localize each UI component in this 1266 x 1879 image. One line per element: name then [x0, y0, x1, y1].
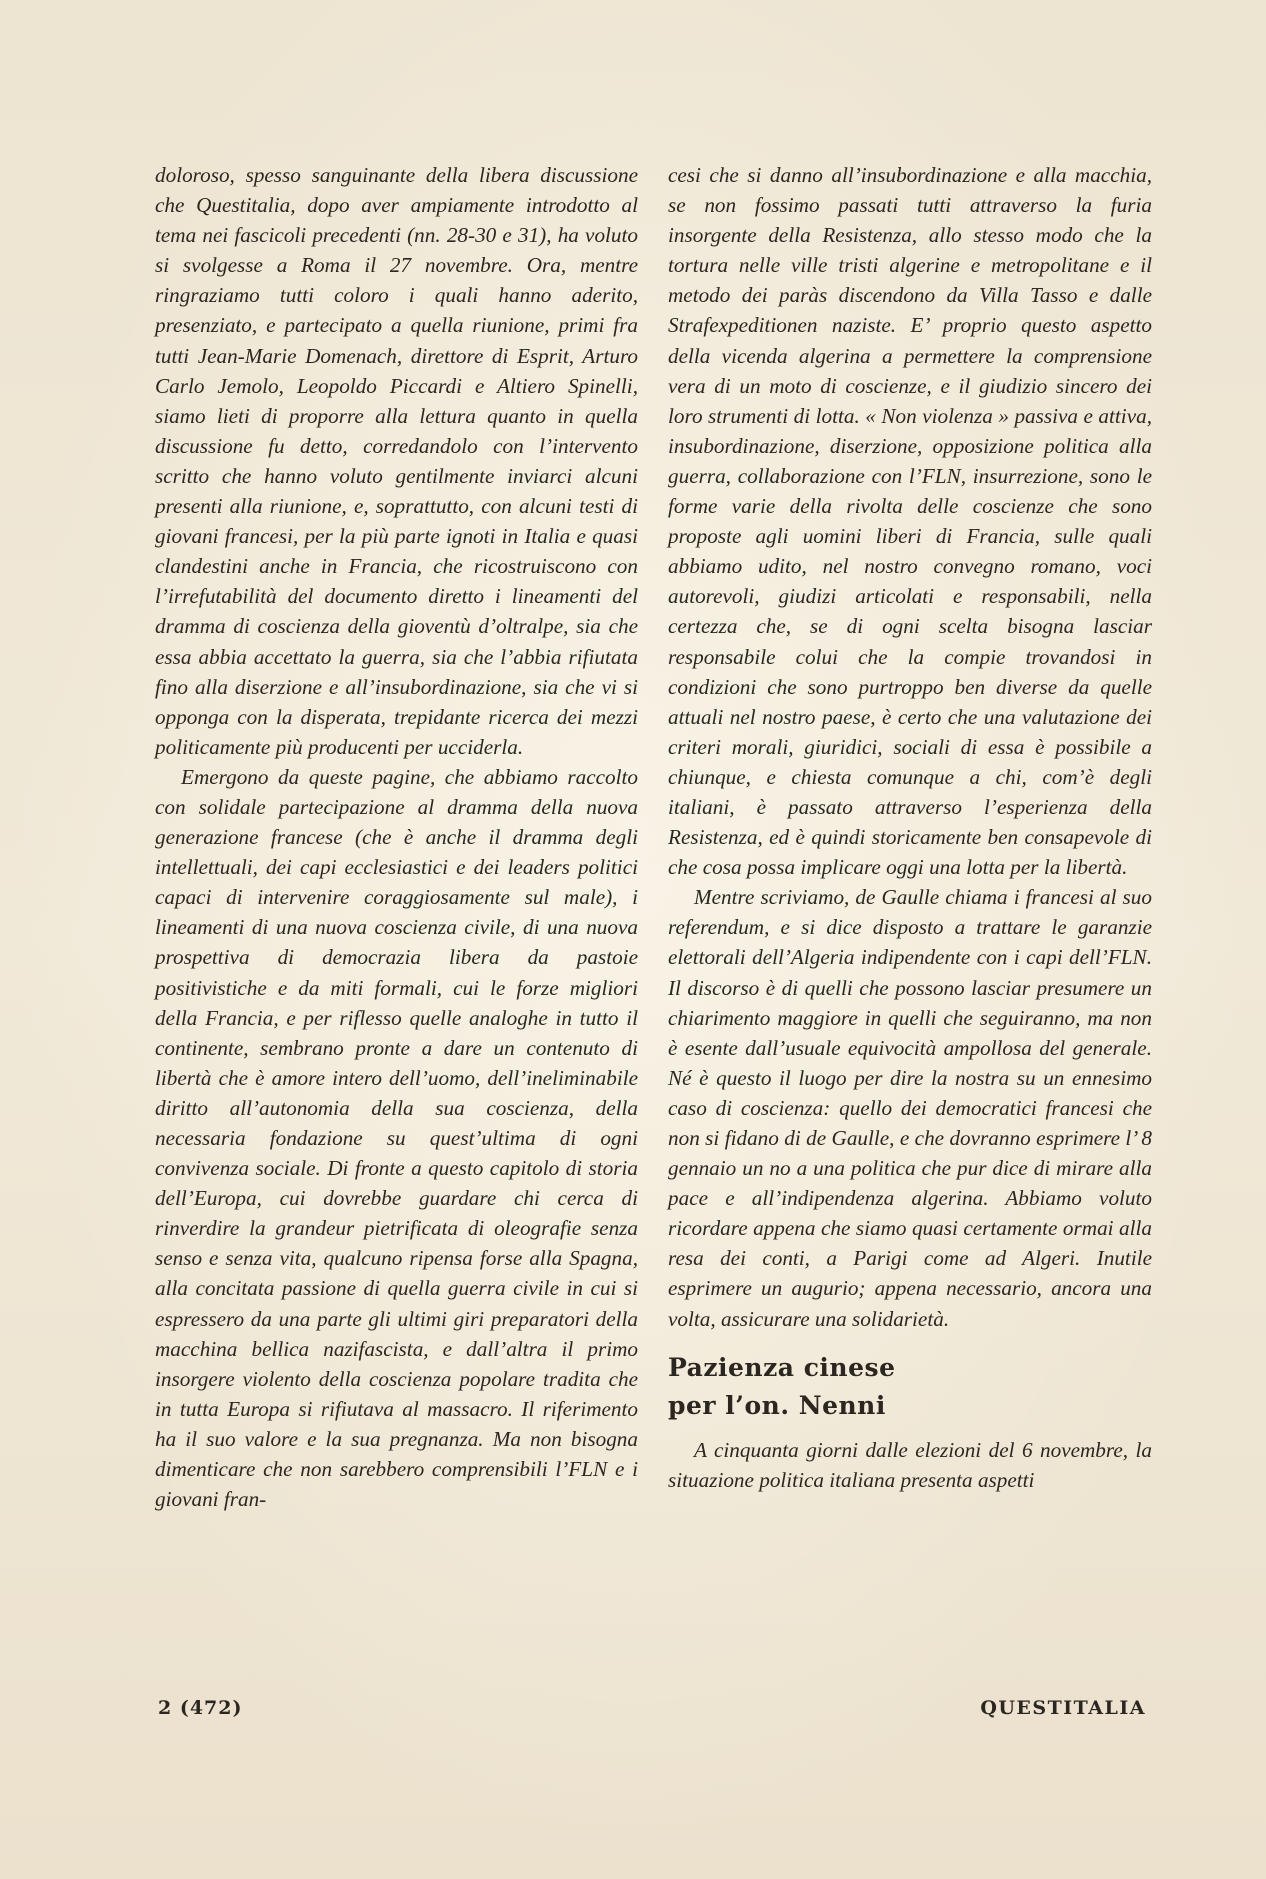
- section-heading-line: Pazienza cinese: [668, 1352, 896, 1382]
- section-heading-line: per l’on. Nenni: [668, 1390, 886, 1420]
- article-paragraph: Mentre scriviamo, de Gaulle chiama i francesi al suo referendum, e si dice disposto a trattare le garanzie elettorali dell’Algeria indipendente con i capi dell’FLN. Il discorso è di quelli che possono lasciar presumere un chiarimento maggiore in quelli che seguiranno, ma non è esente dall’usuale equivocità ampollosa del generale. Né è questo il luogo per dire la nostra su un ennesimo caso di coscienza: quello dei democratici francesi che non si fidano di de Gaulle, e che dovranno esprimere l’ 8 gennaio un no a una politica che pur dice di mirare alla pace e all’indipendenza algerina. Abbiamo voluto ricordare appena che siamo quasi certamente ormai alla resa dei conti, a Parigi come ad Algeri. Inutile esprimere un augurio; appena necessario, ancora una volta, assicurare una solidarietà.: [668, 885, 1152, 1331]
- section-heading: [668, 1349, 1152, 1425]
- page-number: 2 (472): [158, 1697, 243, 1719]
- article-paragraph: doloroso, spesso sanguinante della libera discussione che Questitalia, dopo aver ampiamente introdotto al tema nei fascicoli precedenti (nn. 28-30 e 31), ha voluto si svolgesse a Roma il 27 novembre. Ora, mentre ringraziamo tutti coloro i quali hanno aderito, presenziato, e partecipato a quella riunione, primi fra tutti Jean-Marie Domenach, direttore di Esprit, Arturo Carlo Jemolo, Leopoldo Piccardi e Altiero Spinelli, siamo lieti di proporre alla lettura quanto in quella discussione fu detto, corredandolo con l’intervento scritto che hanno voluto gentilmente inviarci alcuni presenti alla riunione, e, soprattutto, con alcuni testi di giovani francesi, per la più parte ignoti in Italia e quasi clandestini anche in Francia, che ricostruiscono con l’irrefutabilità del documento diretto i lineamenti del dramma di coscienza della gioventù d’oltralpe, sia che essa abbia accettato la guerra, sia che l’abbia rifiutata fino alla diserzione e all’insubordinazione, sia che vi si opponga con la disperata, trepidante ricerca dei mezzi politicamente più producenti per ucciderla.: [155, 163, 638, 759]
- article-paragraph: Emergono da queste pagine, che abbiamo raccolto con solidale partecipazione al dramma della nuova generazione francese (che è anche il dramma degli intellettuali, dei capi ecclesiastici e dei leaders politici capaci di intervenire coraggiosamente sul male), i lineamenti di una nuova coscienza civile, di una nuova prospettiva di democrazia libera da pastoie positivistiche e da miti formali, cui le forze migliori della Francia, e per riflesso quelle analoghe in tutto il continente, sembrano pronte a dare un contenuto di libertà che è amore intero dell’uomo, dell’ineliminabile diritto all’autonomia della sua coscienza, della necessaria fondazione su quest’ultima di ogni convivenza sociale. Di fronte a questo capitolo di storia dell’Europa, cui dovrebbe guardare chi cerca di rinverdire la grandeur pietrificata di oleografie senza senso e senza vita, qualcuno ripensa forse alla Spagna, alla concitata passione di quella guerra civile in cui si espressero da una parte gli ultimi giri preparatori della macchina bellica nazifascista, e dall’altra il primo insorgere violento della coscienza popolare tradita che in tutta Europa si rifiutava al massacro. Il riferimento ha il suo valore e la sua pregnanza. Ma non bisogna dimenticare che non sarebbero comprensibili l’FLN e i giovani fran-: [155, 764, 638, 1512]
- article-paragraph: A cinquanta giorni dalle elezioni del 6 novembre, la situazione politica italiana presenta aspetti: [668, 1437, 1152, 1492]
- article-paragraph: cesi che si danno all’insubordinazione e alla macchia, se non fossimo passati tutti attraverso la furia insorgente della Resistenza, allo stesso modo che la tortura nelle ville tristi algerine e metropolitane e il metodo dei paràs discendono da Villa Tasso e dalle Strafexpeditionen naziste. E’ proprio questo aspetto della vicenda algerina a permettere la comprensione vera di un moto di coscienze, e il giudizio sincero dei loro strumenti di lotta. « Non violenza » passiva e attiva, insubordinazione, diserzione, opposizione politica alla guerra, collaborazione con l’FLN, insurrezione, sono le forme varie della rivolta delle coscienze che sono proposte agli uomini liberi di Francia, sulle quali abbiamo udito, nel nostro convegno romano, voci autorevoli, giudizi articolati e responsabili, nella certezza che, se di ogni scelta bisogna lasciar responsabile colui che la compie trovandosi in condizioni che sono purtroppo ben diverse da quelle attuali nel nostro paese, è certo che una valutazione dei criteri morali, giuridici, sociali di essa è possibile a chiunque, e chiesta comunque a chi, com’è degli italiani, è passato attraverso l’esperienza della Resistenza, ed è quindi storicamente ben consapevole di che cosa possa implicare oggi una lotta per la libertà.: [668, 163, 1152, 880]
- right-text-column: [668, 160, 1152, 1495]
- left-text-column: [155, 160, 638, 1514]
- journal-name: QUESTITALIA: [980, 1697, 1146, 1719]
